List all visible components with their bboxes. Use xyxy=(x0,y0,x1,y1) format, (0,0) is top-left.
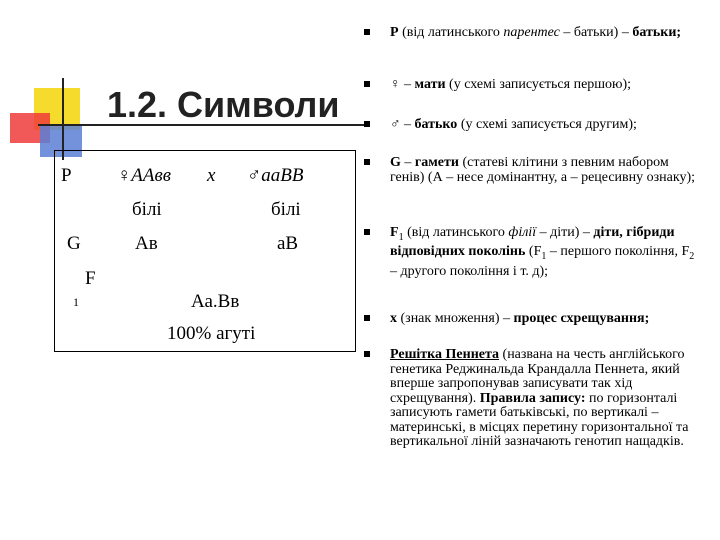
list-item-text: G – гамети (статеві клітини з певним набором генів) (А – несе домінантну, а – рецесивну ознаку); xyxy=(390,155,696,185)
bullet-square-icon xyxy=(364,121,370,127)
vertical-accent-line xyxy=(62,78,64,160)
offspring-label: F xyxy=(85,268,96,289)
female-sign: ♀ xyxy=(117,165,132,186)
list-item-text: ♂ – батько (у схемі записується другим); xyxy=(390,117,637,132)
list-item-text: $F_1$ (від латинського філії – діти) – діти, гібриди відповідних поколінь ($F_1$ – першого покоління, $F_2$ – другого покоління і т. д); xyxy=(390,225,695,279)
offspring-label-index: 1 xyxy=(73,295,79,309)
bullet-square-icon xyxy=(364,315,370,321)
list-item-text: Решітка Пеннета (названа на честь англійського генетика Реджинальда Крандалла Пеннета, який вперше запропонував записувати так хід схрещування). Правила запису: по горизонталі записують гамети батьківські, по вертикалі – материнські, в місцях перетину горизонтальної та вертикальної ліній зазначають генотип нащадків. xyxy=(390,347,689,449)
cross-scheme-box xyxy=(54,150,356,352)
list-item-text: Р (від латинського парентес – батьки) – батьки; xyxy=(390,25,682,40)
list-item-text: х (знак множення) – процес схрещування; xyxy=(390,311,650,326)
gametes-label: G xyxy=(67,233,81,254)
male-sign: ♂ xyxy=(247,165,262,186)
cross-sign: х xyxy=(207,165,216,186)
list-item-text: ♀ – мати (у схемі записується першою); xyxy=(390,77,632,92)
bullet-square-icon xyxy=(364,29,370,35)
bullet-square-icon xyxy=(364,351,370,357)
female-symbol: ♀ xyxy=(390,77,401,92)
male-gamete: аВ xyxy=(277,233,299,254)
slide-title: 1.2. Символи xyxy=(107,84,340,125)
bullet-square-icon xyxy=(364,159,370,165)
bullet-square-icon xyxy=(364,81,370,87)
offspring-phenotype: 100% агуті xyxy=(167,323,256,344)
offspring-genotype: Аа.Вв xyxy=(191,291,240,312)
female-parent-genotype: ♀ААвв xyxy=(117,165,171,186)
male-parent-genotype: ♂ааВВ xyxy=(247,165,304,186)
parents-label: P xyxy=(61,165,72,186)
male-symbol: ♂ xyxy=(390,117,401,132)
female-gamete: Ав xyxy=(135,233,158,254)
bullet-square-icon xyxy=(364,229,370,235)
male-phenotype: білі xyxy=(271,199,301,220)
female-phenotype: білі xyxy=(132,199,162,220)
